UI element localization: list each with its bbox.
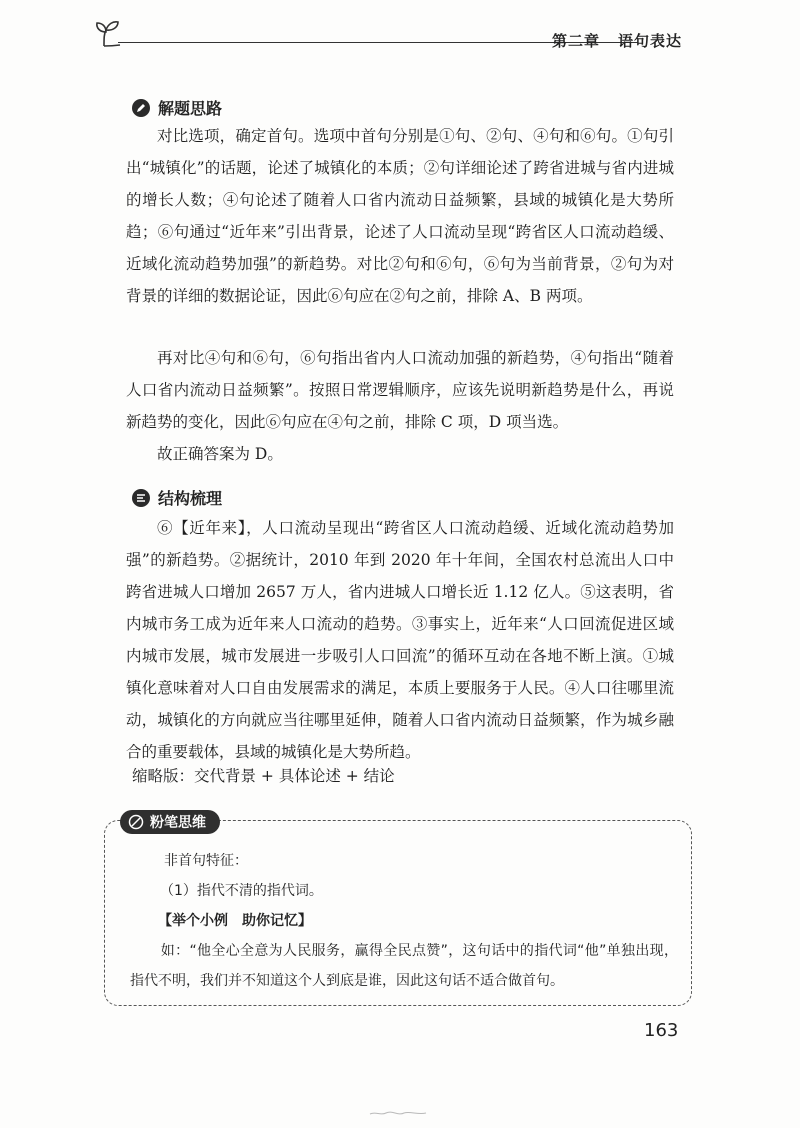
sprout-icon — [92, 16, 126, 50]
structure-circle-icon — [132, 489, 150, 507]
page-header — [92, 16, 712, 56]
chalk-line-4: 如：“他全心全意为人民服务，赢得全民点赞”，这句话中的指代词“他”单独出现，指代不明，我们并不知道这个人到底是谁，因此这句话不适合做首句。 — [130, 943, 678, 989]
running-head — [552, 30, 682, 51]
structure-heading — [132, 486, 222, 509]
scan-mark — [368, 1108, 428, 1118]
solution-paragraph-1: 对比选项，确定首句。选项中首句分别是①句、②句、④句和⑥句。①句引出“城镇化”的话题，论述了城镇化的本质；②句详细论述了跨省进城与省内进城的增长人数；④句论述了随着人口省内流动日益频繁，县域的城镇化是大势所趋；⑥句通过“近年来”引出背景，论述了人口流动呈现“跨省区人口流动趋缓、近域化流动趋势加强”的新趋势。对比②句和⑥句，⑥句为当前背景，②句为对背景的详细的数据论证，因此⑥句应在②句之前，排除 A、B 两项。 — [126, 127, 674, 305]
structure-summary: 缩略版：交代背景 + 具体论述 + 结论 — [132, 767, 395, 785]
structure-paragraph: ⑥【近年来】，人口流动呈现出“跨省区人口流动趋缓、近域化流动趋势加强”的新趋势。②据统计，2010 年到 2020 年十年间，全国农村总流出人口中跨省进城人口增加 2657 万人，省内进城人口增长近 1.12 亿人。⑤这表明，省内城市务工成为近年来人口流动的趋势。③事实上，近年来“人口回流促进区域内城市发展，城市发展进一步吸引人口回流”的循环互动在各地不断上演。①城镇化意味着对人口自由发展需求的满足，本质上要服务于人民。④人口往哪里流动，城镇化的方向就应当往哪里延伸，随着人口省内流动日益频繁，作为城乡融合的重要载体，县域的城镇化是大势所趋。 — [126, 519, 674, 761]
chalk-title: 粉笔思维 — [150, 815, 206, 831]
chalk-thinking-tab — [120, 810, 220, 834]
solution-paragraph-2: 再对比④句和⑥句，⑥句指出省内人口流动加强的新趋势，④句指出“随着人口省内流动日益频繁”。按照日常逻辑顺序，应该先说明新趋势是什么，再说新趋势的变化，因此⑥句应在④句之前，排除 C 项，D 项当选。 — [126, 349, 674, 431]
solution-title: 解题思路 — [158, 99, 223, 118]
chalk-line-2: （1）指代不清的指代词。 — [160, 883, 323, 899]
chapter-label: 第二章 — [552, 32, 601, 50]
solution-heading — [132, 96, 222, 119]
page-number: 163 — [644, 1020, 679, 1041]
chalk-line-3: 【举个小例 助你记忆】 — [158, 913, 312, 929]
solution-paragraph-3: 故正确答案为 D。 — [157, 445, 283, 463]
structure-title: 结构梳理 — [158, 489, 223, 508]
slash-circle-icon — [128, 814, 144, 830]
chalk-line-1: 非首句特征： — [164, 853, 248, 869]
section-label: 语句表达 — [618, 32, 683, 50]
pen-circle-icon — [132, 99, 150, 117]
